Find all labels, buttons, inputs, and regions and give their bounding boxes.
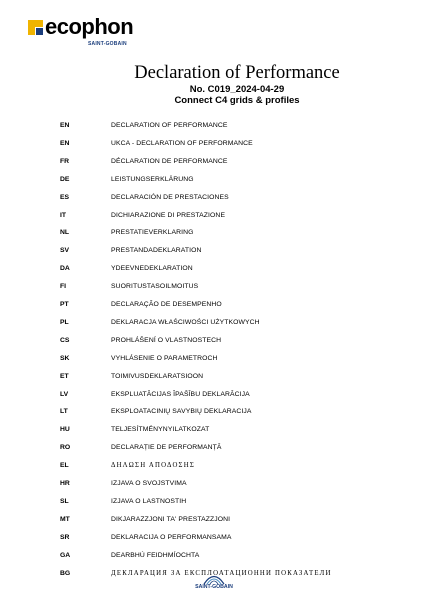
language-row (0, 243, 424, 259)
declaration-text: EKSPLOATACINIŲ SAVYBIŲ DEKLARACIJA (111, 408, 252, 416)
language-row (0, 458, 424, 474)
declaration-text: PRESTATIEVERKLARING (111, 229, 194, 237)
declaration-text: DICHIARAZIONE DI PRESTAZIONE (111, 211, 226, 219)
language-code: SK (60, 354, 70, 362)
product-name: Connect C4 grids & profiles (174, 95, 300, 106)
declaration-text: TELJESÍTMÉNYNYILATKOZAT (111, 426, 210, 434)
language-code: CS (60, 336, 70, 344)
language-row (0, 530, 424, 546)
declaration-text: IZJAVA O LASTNOSTIH (111, 497, 187, 505)
language-code: SR (60, 533, 70, 541)
language-code: DE (60, 175, 70, 183)
language-row (0, 387, 424, 403)
language-row (0, 548, 424, 564)
language-code: DA (60, 265, 70, 273)
declaration-text: TOIMIVUSDEKLARATSIOON (111, 372, 204, 380)
declaration-text: DECLARAȚIE DE PERFORMANȚĂ (111, 444, 222, 452)
ecophon-mark-icon (28, 20, 43, 35)
language-code: IT (60, 211, 67, 219)
ecophon-logo (28, 14, 138, 50)
saint-gobain-arch-icon (192, 571, 236, 585)
brand-name: ecophon (45, 14, 134, 39)
language-code: ES (60, 193, 70, 201)
language-row (0, 172, 424, 188)
declaration-text: SUORITUSTASOILMOITUS (111, 283, 199, 291)
language-code: HR (60, 480, 70, 487)
language-code: FR (60, 157, 70, 165)
language-code: GA (60, 551, 71, 559)
language-code: LV (60, 390, 69, 398)
declaration-text: DECLARATION OF PERFORMANCE (111, 122, 228, 129)
language-row (0, 422, 424, 438)
declaration-text: PROHLÁŠENÍ O VLASTNOSTECH (111, 336, 222, 344)
brand-parent: SAINT-GOBAIN (88, 41, 127, 47)
declaration-text: DEKLARACJA WŁAŚCIWOŚCI UŻYTKOWYCH (111, 318, 260, 326)
declaration-text: DEARBHÚ FEIDHMÍOCHTA (111, 551, 200, 559)
language-row (0, 369, 424, 385)
footer-brand: SAINT-GOBAIN (195, 584, 233, 590)
declaration-text: UKCA - DECLARATION OF PERFORMANCE (111, 139, 253, 147)
declaration-text: DEKLARACIJA O PERFORMANSAMA (111, 533, 232, 541)
language-row (0, 315, 424, 331)
document-number: No. C019_2024-04-29 (189, 84, 285, 95)
language-code: PT (60, 301, 69, 308)
language-code: EN (60, 122, 70, 129)
document-title: Declaration of Performance (134, 63, 340, 83)
declaration-text: PRESTANDADEKLARATION (111, 247, 202, 255)
declaration-text: VYHLÁSENIE O PARAMETROCH (111, 354, 218, 362)
language-row (0, 208, 424, 224)
language-row (0, 512, 424, 528)
language-row (0, 118, 424, 134)
language-row (0, 333, 424, 349)
declaration-text: ΔΗΛΩΣΗ ΑΠΟΔΟΣΗΣ (111, 462, 195, 470)
declaration-text: ДЕКЛАРАЦИЯ ЗА ЕКСПЛОАТАЦИОННИ ПОКАЗАТЕЛИ (111, 569, 332, 577)
declaration-text: LEISTUNGSERKLÄRUNG (111, 175, 194, 183)
language-row (0, 476, 424, 492)
language-row (0, 190, 424, 206)
declaration-text: YDEEVNEDEKLARATION (111, 265, 193, 273)
language-code: MT (60, 515, 70, 523)
language-code: HU (60, 426, 70, 434)
language-row (0, 261, 424, 277)
language-code: FI (60, 283, 67, 291)
language-row (0, 494, 424, 510)
language-code: BG (60, 569, 71, 577)
declaration-text: DECLARAÇÃO DE DESEMPENHO (111, 301, 222, 308)
language-code: RO (60, 444, 71, 452)
declaration-text: IZJAVA O SVOJSTVIMA (111, 480, 187, 487)
language-row (0, 297, 424, 313)
language-row (0, 404, 424, 420)
language-code: NL (60, 229, 70, 237)
language-row (0, 154, 424, 170)
language-code: ET (60, 372, 69, 380)
document-header (0, 62, 424, 106)
language-code: SL (60, 497, 69, 505)
language-row (0, 225, 424, 241)
language-row (0, 136, 424, 152)
language-code: EL (60, 462, 69, 470)
declaration-text: EKSPLUATĀCIJAS ĪPAŠĪBU DEKLARĀCIJA (111, 390, 250, 398)
language-code: PL (60, 318, 69, 326)
declaration-text: DÉCLARATION DE PERFORMANCE (111, 157, 228, 165)
language-code: LT (60, 408, 68, 416)
declaration-text: DECLARACIÓN DE PRESTACIONES (111, 193, 229, 201)
language-row (0, 440, 424, 456)
language-code: SV (60, 247, 70, 255)
language-row (0, 279, 424, 295)
language-row (0, 351, 424, 367)
declaration-text: DIKJARAZZJONI TA' PRESTAZZJONI (111, 515, 231, 523)
saint-gobain-footer-logo (192, 571, 236, 593)
language-code: EN (60, 139, 70, 147)
